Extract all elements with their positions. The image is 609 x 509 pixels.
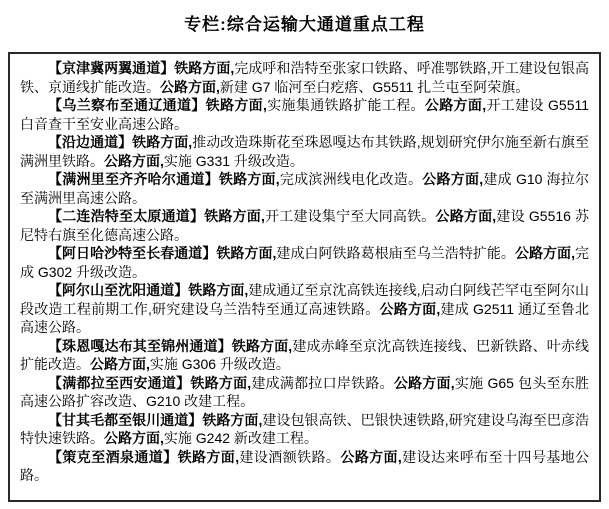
corridor-paragraph	[20, 374, 589, 411]
bold-segment: 【沿边通道】铁路方面,	[48, 134, 193, 150]
text-segment: 新建 G7 临河至白疙瘩、G5511 扎兰屯至阿荣旗。	[219, 78, 530, 95]
text-segment: 建设包银高铁、巴银快速铁路,研究建设乌海至巴彦浩特快速铁路。	[20, 411, 589, 446]
text-segment: 实施 G331 升级改造。	[163, 152, 304, 169]
bold-segment: 公路方面,	[104, 430, 164, 446]
bold-segment: 【策克至酒泉通道】铁路方面,	[48, 448, 240, 465]
text-segment: 实施集通铁路扩能工程。	[266, 97, 425, 113]
text-segment: 建成通辽至京沈高铁连接线,启动白阿线芒罕屯至阿尔山段改造工程前期工作,研究建设乌兰浩特至通辽高速铁路。	[20, 282, 589, 317]
bold-segment: 公路方面,	[514, 245, 575, 261]
bold-segment: 【二连浩特至太原通道】铁路方面,	[48, 208, 265, 224]
bold-segment: 【满洲里至齐齐哈尔通道】铁路方面,	[48, 171, 280, 187]
text-segment: 开工建设 G5511 白音查干至安业高速公路。	[20, 97, 590, 132]
bold-segment: 【乌兰察布至通辽通道】铁路方面,	[48, 97, 267, 113]
corridor-paragraph	[20, 411, 589, 448]
bold-segment: 【珠恩嘎达布其至锦州通道】铁路方面,	[48, 337, 293, 354]
corridor-paragraph	[20, 207, 589, 244]
text-segment: 实施 G65 包头至东胜高速公路扩容改造、G210 改建工程。	[20, 374, 590, 409]
bold-segment: 公路方面,	[393, 374, 455, 391]
corridor-paragraph	[20, 448, 589, 485]
corridor-paragraph	[20, 170, 589, 207]
bold-segment: 公路方面,	[104, 152, 164, 169]
corridor-paragraph	[20, 133, 589, 170]
text-segment: 建成 G10 海拉尔至满洲里高速公路。	[20, 171, 590, 206]
text-segment: 开工建设集宁至大同高铁。	[264, 208, 436, 224]
text-segment: 建成赤峰至京沈高铁连接线、巴新铁路、叶赤线扩能改造。	[20, 337, 590, 372]
corridor-paragraph	[20, 96, 589, 133]
text-segment: 建成满都拉口岸铁路。	[251, 374, 394, 391]
text-segment: 建设酒额铁路。	[239, 448, 341, 465]
bold-segment: 公路方面,	[379, 300, 441, 317]
text-segment: 推动改造珠斯花至珠恩嘎达布其铁路,规划研究伊尔施至新右旗至满洲里铁路。	[20, 134, 589, 169]
bold-segment: 公路方面,	[90, 356, 150, 372]
content-box	[8, 52, 601, 502]
bold-segment: 公路方面,	[424, 97, 487, 113]
bold-segment: 公路方面,	[435, 208, 497, 224]
page-title: 专栏:综合运输大通道重点工程	[184, 15, 425, 34]
text-segment: 建成 G2511 通辽至鲁北高速公路。	[20, 300, 590, 335]
paragraph-list	[20, 59, 589, 485]
text-segment: 实施 G242 新改建工程。	[163, 430, 318, 446]
bold-segment: 【阿日哈沙特至长春通道】铁路方面,	[48, 245, 277, 261]
text-segment: 实施 G306 升级改造。	[149, 356, 290, 372]
text-segment: 完成 G302 升级改造。	[20, 245, 589, 280]
text-segment: 建设 G5516 苏尼特右旗至化德高速公路。	[20, 208, 590, 243]
bold-segment: 公路方面,	[422, 171, 484, 187]
text-segment: 建设达来呼布至十四号基地公路。	[20, 448, 590, 483]
bold-segment: 【满都拉至西安通道】铁路方面,	[48, 374, 252, 391]
text-segment: 建成白阿铁路葛根庙至乌兰浩特扩能。	[276, 245, 515, 261]
text-segment: 完成呼和浩特至张家口铁路、呼准鄂铁路,开工建设包银高铁、京通线扩能改造。	[20, 60, 589, 95]
bold-segment: 公路方面,	[160, 78, 220, 95]
bold-segment: 公路方面,	[340, 448, 402, 465]
corridor-paragraph	[20, 337, 589, 374]
corridor-paragraph	[20, 281, 589, 337]
corridor-paragraph	[20, 59, 589, 96]
bold-segment: 【京津冀两翼通道】铁路方面,	[48, 60, 235, 76]
bold-segment: 【甘其毛都至银川通道】铁路方面,	[48, 411, 263, 428]
bold-segment: 【阿尔山至沈阳通道】铁路方面,	[48, 282, 249, 298]
corridor-paragraph	[20, 244, 589, 281]
text-segment: 完成滨洲线电化改造。	[279, 171, 423, 187]
